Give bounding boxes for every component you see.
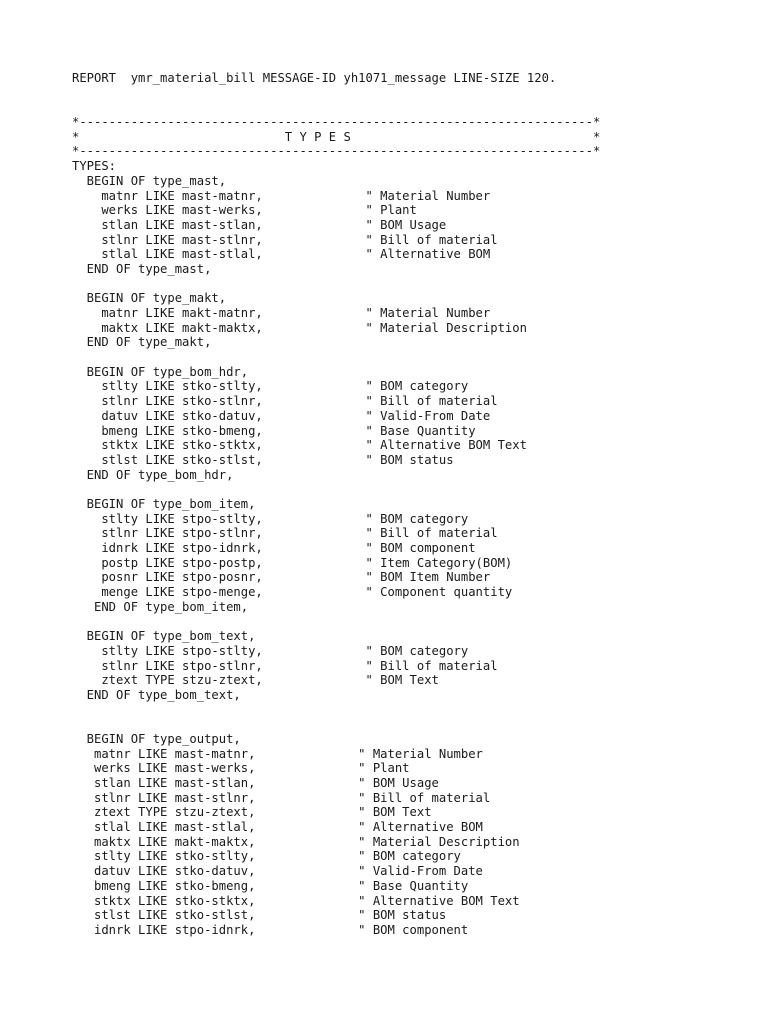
abap-source-code [72,71,600,938]
code-line: stktx LIKE stko-stktx, " Alternative BOM Text [72,893,520,908]
code-line: stlal LIKE mast-stlal, " Alternative BOM [72,820,483,835]
code-line [72,614,600,629]
code-line: stlnr LIKE stpo-stlnr, " Bill of material [72,658,498,673]
code-line [72,100,600,115]
code-line: datuv LIKE stko-datuv, " Valid-From Date [72,864,483,879]
code-line: menge LIKE stpo-menge, " Component quantity [72,585,513,600]
code-line: postp LIKE stpo-postp, " Item Category(BOM) [72,555,513,570]
code-line: END OF type_bom_text, [72,687,241,702]
code-line [72,86,600,101]
code-line [72,703,600,718]
code-line: stlnr LIKE stpo-stlnr, " Bill of material [72,526,498,541]
code-line [72,717,600,732]
code-line: ztext TYPE stzu-ztext, " BOM Text [72,805,432,820]
code-line: stlst LIKE stko-stlst, " BOM status [72,908,447,923]
code-line: BEGIN OF type_makt, [72,291,227,306]
code-line: TYPES: [72,159,117,174]
code-line: stlan LIKE mast-stlan, " BOM Usage [72,217,447,232]
code-line: matnr LIKE mast-matnr, " Material Number [72,188,491,203]
code-line: BEGIN OF type_output, [72,731,241,746]
code-line: BEGIN OF type_bom_item, [72,496,256,511]
code-line: stlty LIKE stko-stlty, " BOM category [72,849,461,864]
code-line: datuv LIKE stko-datuv, " Valid-From Date [72,408,491,423]
code-line: bmeng LIKE stko-bmeng, " Base Quantity [72,423,476,438]
code-line: maktx LIKE makt-maktx, " Material Description [72,834,520,849]
code-line: *----------------------------------------------------------------------* [72,115,601,130]
code-line: stlan LIKE mast-stlan, " BOM Usage [72,776,439,790]
code-line: END OF type_bom_hdr, [72,467,234,482]
code-line: *----------------------------------------------------------------------* [72,144,601,159]
code-line [72,350,600,365]
code-line: posnr LIKE stpo-posnr, " BOM Item Number [72,570,491,585]
code-line: ztext TYPE stzu-ztext, " BOM Text [72,673,439,688]
code-line: matnr LIKE mast-matnr, " Material Number [72,746,483,761]
code-line: matnr LIKE makt-matnr, " Material Number [72,306,491,320]
code-line: stlty LIKE stko-stlty, " BOM category [72,379,469,394]
code-line: maktx LIKE makt-maktx, " Material Description [72,320,527,335]
code-line: idnrk LIKE stpo-idnrk, " BOM component [72,541,476,555]
code-line: werks LIKE mast-werks, " Plant [72,203,417,218]
code-line: stlty LIKE stpo-stlty, " BOM category [72,511,469,526]
code-line: BEGIN OF type_bom_text, [72,629,256,644]
code-line: END OF type_mast, [72,261,212,276]
code-line: BEGIN OF type_bom_hdr, [72,364,249,379]
code-line: stlal LIKE mast-stlal, " Alternative BOM [72,247,491,262]
code-line: werks LIKE mast-werks, " Plant [72,761,410,776]
code-line: bmeng LIKE stko-bmeng, " Base Quantity [72,878,469,893]
code-line: idnrk LIKE stpo-idnrk, " BOM component [72,922,469,937]
code-line: END OF type_makt, [72,335,212,350]
code-line: stlnr LIKE mast-stlnr, " Bill of material [72,790,491,805]
code-line: BEGIN OF type_mast, [72,173,227,188]
code-line: stlty LIKE stpo-stlty, " BOM category [72,643,469,658]
code-line: stktx LIKE stko-stktx, " Alternative BOM Text [72,438,527,453]
code-line: stlnr LIKE mast-stlnr, " Bill of material [72,232,498,247]
code-line: stlst LIKE stko-stlst, " BOM status [72,452,454,467]
code-line [72,482,600,497]
code-line: stlnr LIKE stko-stlnr, " Bill of material [72,394,498,409]
code-line [72,277,600,292]
code-line: REPORT ymr_material_bill MESSAGE-ID yh1071_message LINE-SIZE 120. [72,71,557,85]
code-line: END OF type_bom_item, [72,599,249,614]
code-line: * T Y P E S * [72,129,601,144]
